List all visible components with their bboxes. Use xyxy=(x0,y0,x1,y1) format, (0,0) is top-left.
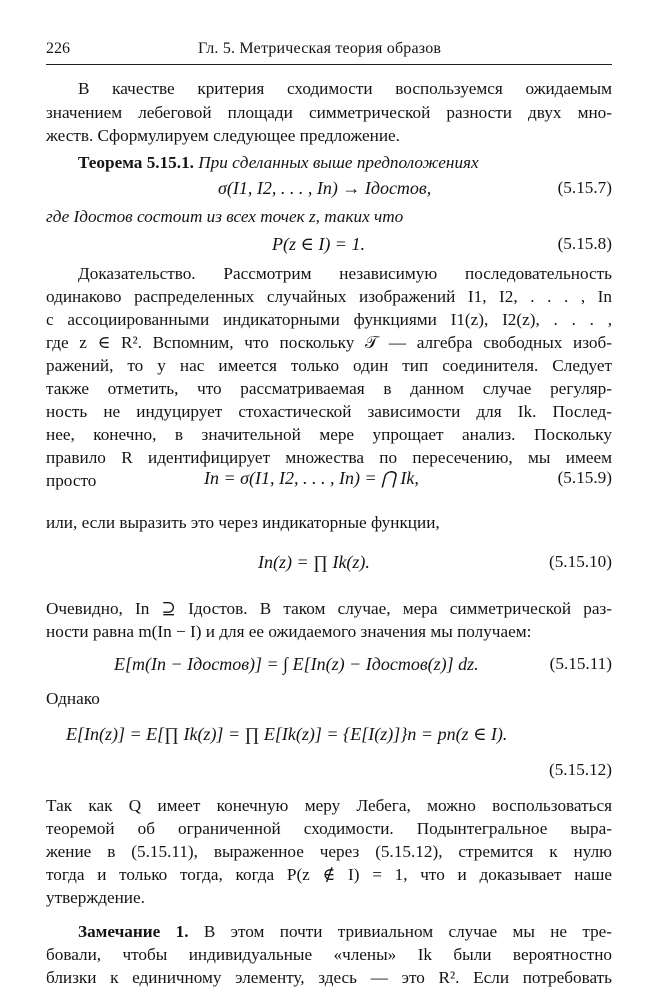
text-line: Доказательство. Рассмотрим независимую последовательность xyxy=(78,264,612,283)
text-line: просто xyxy=(46,471,97,490)
page-number: 226 xyxy=(46,40,70,57)
text-line: жение в (5.15.11), выраженное через (5.15.12), стремится к нулю xyxy=(46,842,612,861)
remark-line xyxy=(46,921,612,943)
text-line: с ассоциированными индикаторными функциями I1(z), I2(z), . . . , xyxy=(46,310,612,329)
text-line: утверждение. xyxy=(46,888,145,907)
text-line: Однако xyxy=(46,689,100,708)
text-line: нее, конечно, в значительной мере упрощает анализ. Поскольку xyxy=(46,425,612,444)
running-title: Гл. 5. Метрическая теория образов xyxy=(198,40,442,57)
text-line: близки к единичному элементу, здесь — это R². Если потребовать xyxy=(46,968,612,987)
theorem-text: При сделанных выше предположениях xyxy=(198,153,479,172)
text-line: где z ∈ R². Вспомним, что поскольку 𝒯 — алгебра свободных изоб- xyxy=(46,333,612,352)
equation-number: (5.15.7) xyxy=(557,178,612,197)
text-line: ность не индуцирует стохастической зависимости для Ik. Послед- xyxy=(46,402,612,421)
equation-number: (5.15.11) xyxy=(549,654,612,673)
equation-number: (5.15.8) xyxy=(557,234,612,253)
text-line: значением лебеговой площади симметрической разности двух мно- xyxy=(46,103,612,122)
text-line: правило R идентифицирует множества по пересечению, мы имеем xyxy=(46,448,612,467)
text-line: тогда и только тогда, когда P(z ∉ I) = 1, что и доказывает наше xyxy=(46,865,612,884)
text-line: жеств. Сформулируем следующее предложение. xyxy=(46,126,400,145)
formula-5-15-11: E[m(In − Iдостов)] = ∫ E[In(z) − Iдостов(z)] dz. xyxy=(114,654,479,674)
text-line: или, если выразить это через индикаторные функции, xyxy=(46,513,440,532)
theorem-label: Теорема 5.15.1. xyxy=(78,153,194,172)
text-line: ражений, то у нас имеется только один тип соединителя. Следует xyxy=(46,356,612,375)
equation-number: (5.15.12) xyxy=(548,760,612,779)
text-line: также отметить, что рассматриваемая в данном случае регуляр- xyxy=(46,379,612,398)
text-line: В качестве критерия сходимости воспользуемся ожидаемым xyxy=(78,79,612,98)
formula-5-15-12: E[In(z)] = E[∏ Ik(z)] = ∏ E[Ik(z)] = {E[I(z)]}n = pn(z ∈ I). xyxy=(66,724,508,744)
text-line: ности равна m(In − I) и для ее ожидаемого значения мы получаем: xyxy=(46,622,532,641)
formula-5-15-8: P(z ∈ I) = 1. xyxy=(272,234,365,254)
remark-label: Замечание 1. xyxy=(78,922,189,941)
remark-text: В этом почти тривиальном случае мы не тре- xyxy=(203,922,613,941)
equation-number: (5.15.9) xyxy=(557,468,612,487)
text-line: теоремой об ограниченной сходимости. Подынтегральное выра- xyxy=(46,819,612,838)
formula-5-15-7: σ(I1, I2, . . . , In) → Iдостов, xyxy=(218,178,432,198)
formula-5-15-10: In(z) = ∏ Ik(z). xyxy=(258,552,370,572)
text-line: Так как Q имеет конечную меру Лебега, можно воспользоваться xyxy=(46,796,612,815)
page-header xyxy=(46,38,612,65)
theorem-line xyxy=(46,152,612,174)
text-line: одинаково распределенных случайных изображений I1, I2, . . . , In xyxy=(46,287,612,306)
formula-5-15-9: In = σ(I1, I2, . . . , In) = ⋂ Ik, xyxy=(204,468,419,488)
text-line: бовали, чтобы индивидуальные «члены» Ik были вероятностно xyxy=(46,945,612,964)
equation-number: (5.15.10) xyxy=(548,552,612,571)
theorem-text-line: где Iдостов состоит из всех точек z, таких что xyxy=(46,207,404,226)
text-line: Очевидно, In ⊇ Iдостов. В таком случае, мера симметрической раз- xyxy=(46,599,612,618)
